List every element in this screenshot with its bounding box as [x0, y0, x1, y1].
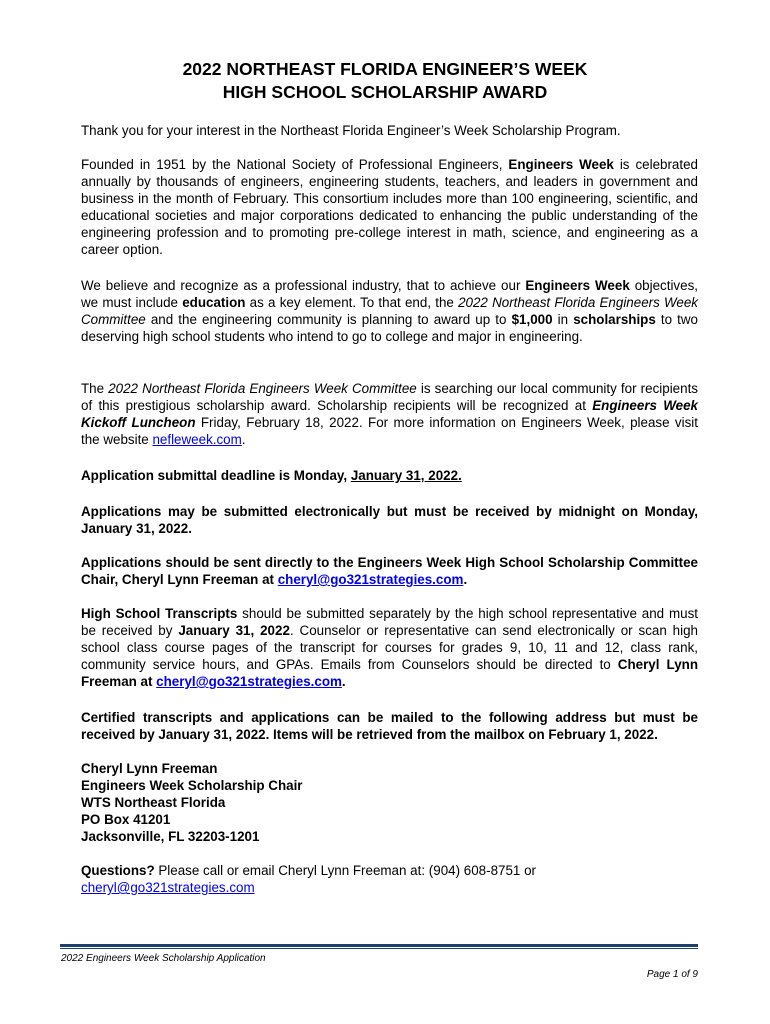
- founded-bold-engineers-week: Engineers Week: [508, 157, 614, 172]
- thanks-paragraph: Thank you for your interest in the Northeast Florida Engineer’s Week Scholarship Program.: [81, 123, 621, 138]
- believe-bold-scholarships: scholarships: [573, 312, 656, 327]
- transcripts-paragraph: [81, 605, 698, 690]
- footer-rule-thin: [60, 948, 698, 949]
- deadline-text: Application submittal deadline is Monday,: [81, 468, 351, 483]
- founded-text-2: is celebrated annually by thousands of engineers, engineering students, teachers, and leaders in government and business in the month of February. This consortium includes more than 100 engineering, scientific, and educational societies and major corporations dedicated to enhancing the public understanding of the engineering profession and to promoting pre-college interest in math, science, and engineering as a career option.: [81, 157, 698, 257]
- committee-italic-name: 2022 Northeast Florida Engineers Week Committee: [108, 381, 417, 396]
- transcripts-bold-contact: Cheryl Lynn Freeman at: [81, 657, 699, 689]
- committee-luncheon: Engineers Week Kickoff Luncheon: [81, 398, 698, 430]
- deadline-date: January 31, 2022.: [350, 468, 462, 483]
- believe-bold-education: education: [182, 295, 246, 310]
- committee-text-2: is searching our local community for recipients of this prestigious scholarship award. Scholarship recipients will be recognized at: [81, 381, 698, 413]
- believe-text-6: to two deserving high school students who intend to go to college and major in engineering.: [81, 312, 699, 344]
- committee-text-1: The: [81, 381, 109, 396]
- questions-bold: Questions?: [81, 863, 155, 878]
- electronic-submission-text: Applications may be submitted electronically but must be received by midnight on Monday, January 31, 2022.: [81, 504, 698, 536]
- committee-paragraph: [81, 380, 698, 448]
- address-line-city: Jacksonville, FL 32203-1201: [81, 829, 260, 844]
- footer-page-number: Page 1 of 9: [646, 969, 698, 980]
- direct-text-1: Applications should be sent directly to the Engineers Week High School Scholarship Committee Chair, Cheryl Lynn Freeman at: [81, 555, 698, 587]
- believe-italic-committee: 2022 Northeast Florida Engineers Week Committee: [81, 295, 699, 327]
- believe-bold-amount: $1,000: [511, 312, 553, 327]
- direct-submission-paragraph: [81, 554, 698, 588]
- footer-rule-thick: [60, 944, 698, 947]
- transcripts-bold-date: January 31, 2022: [178, 623, 290, 638]
- committee-text-3: Friday, February 18, 2022. For more information on Engineers Week, please visit the website: [81, 415, 698, 447]
- believe-text-1: We believe and recognize as a professional industry, that to achieve our: [81, 278, 526, 293]
- believe-bold-engineers-week: Engineers Week: [525, 278, 630, 293]
- email-link-chair[interactable]: cheryl@go321strategies.com: [277, 572, 464, 587]
- believe-text-3: as a key element. To that end, the: [245, 295, 459, 310]
- transcripts-text-2: . Counselor or representative can send electronically or scan high school class course pages of the transcript for courses for grades 9, 10, 11 and 12, class rank, community service hours, and GPAs. Emails from Counselors should be directed to: [81, 623, 699, 672]
- website-link[interactable]: nefleweek.com: [152, 432, 242, 447]
- founded-paragraph: [81, 156, 698, 258]
- transcripts-text-3: .: [341, 674, 346, 689]
- committee-text-4: .: [241, 432, 246, 447]
- email-link-questions[interactable]: cheryl@go321strategies.com: [81, 880, 255, 895]
- electronic-submission-paragraph: [81, 503, 698, 537]
- title-line-1: 2022 NORTHEAST FLORIDA ENGINEER’S WEEK: [182, 59, 588, 79]
- believe-text-2: objectives, we must include: [81, 278, 698, 310]
- certified-paragraph: [81, 709, 698, 743]
- founded-text-1: Founded in 1951 by the National Society of Professional Engineers,: [81, 157, 509, 172]
- address-line-pobox: PO Box 41201: [81, 812, 171, 827]
- questions-paragraph: [81, 862, 698, 896]
- title-line-2: HIGH SCHOOL SCHOLARSHIP AWARD: [222, 82, 548, 102]
- direct-text-2: .: [463, 572, 468, 587]
- believe-text-5: in: [552, 312, 574, 327]
- transcripts-text-1: should be submitted separately by the high school representative and must be received by: [81, 606, 698, 638]
- mailing-address: [81, 760, 698, 845]
- email-link-transcripts[interactable]: cheryl@go321strategies.com: [156, 674, 342, 689]
- document-title: [0, 58, 770, 104]
- certified-text: Certified transcripts and applications can be mailed to the following address but must be received by January 31, 2022. Items will be retrieved from the mailbox on February 1, 2022.: [81, 710, 698, 742]
- address-line-name: Cheryl Lynn Freeman: [81, 761, 218, 776]
- address-line-org: WTS Northeast Florida: [81, 795, 226, 810]
- believe-paragraph: [81, 277, 698, 345]
- address-line-title: Engineers Week Scholarship Chair: [81, 778, 303, 793]
- questions-text: Please call or email Cheryl Lynn Freeman at: (904) 608-8751 or: [154, 863, 536, 878]
- believe-text-4: and the engineering community is planning to award up to: [145, 312, 512, 327]
- transcripts-bold-heading: High School Transcripts: [81, 606, 238, 621]
- deadline-paragraph: [81, 467, 698, 484]
- footer-document-title: 2022 Engineers Week Scholarship Application: [61, 953, 266, 964]
